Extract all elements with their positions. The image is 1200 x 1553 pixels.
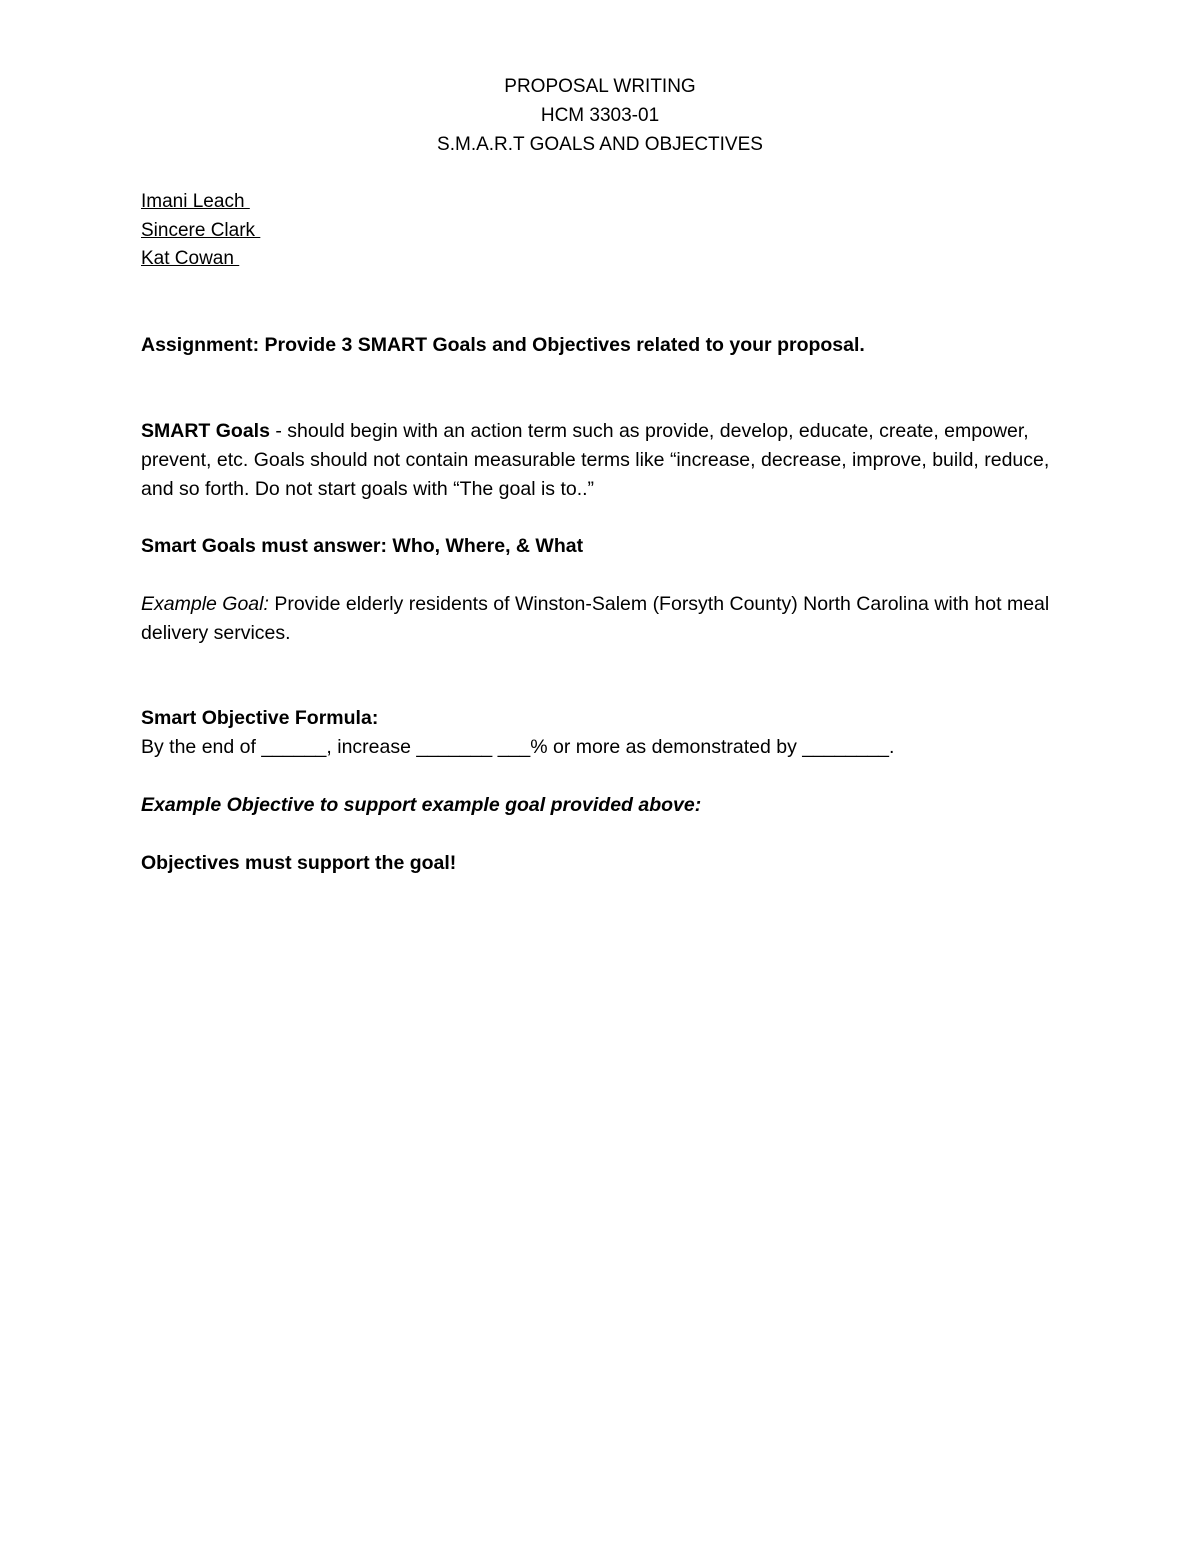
author-item — [141, 245, 260, 274]
header-title: PROPOSAL WRITING — [504, 76, 696, 97]
smart-goals-paragraph — [141, 417, 1071, 504]
header-subtitle: S.M.A.R.T GOALS AND OBJECTIVES — [437, 134, 763, 155]
author-name: Sincere Clark — [141, 219, 261, 241]
example-goal-paragraph — [141, 590, 1071, 648]
example-goal-text: Provide elderly residents of Winston-Salem (Forsyth County) North Carolina with hot meal delivery services. — [141, 593, 1050, 644]
author-list — [141, 188, 260, 274]
author-name: Kat Cowan — [141, 248, 240, 269]
smart-goals-label: SMART Goals — [141, 420, 270, 442]
assignment-line: Assignment: Provide 3 SMART Goals and Objectives related to your proposal. — [141, 334, 865, 356]
author-item — [141, 217, 260, 246]
objective-formula-section — [141, 704, 1071, 762]
objective-formula-label: Smart Objective Formula: — [141, 707, 379, 729]
objective-formula-text: By the end of ______, increase _______ ___% or more as demonstrated by ________. — [141, 736, 895, 758]
document-header — [0, 72, 1200, 159]
example-objective-line: Example Objective to support example goal provided above: — [141, 794, 702, 816]
support-note-line: Objectives must support the goal! — [141, 852, 457, 874]
smart-goals-text: - should begin with an action term such as provide, develop, educate, create, empower, prevent, etc. Goals should not contain measurable terms like “increase, decrease, improve, build, reduce, and so forth. Do not start goals with “The goal is to..” — [141, 420, 1050, 500]
example-goal-label: Example Goal: — [141, 593, 269, 615]
author-name: Imani Leach — [141, 191, 250, 212]
header-course-code: HCM 3303-01 — [540, 105, 660, 126]
author-item — [141, 188, 260, 217]
must-answer-line: Smart Goals must answer: Who, Where, & What — [141, 535, 584, 557]
